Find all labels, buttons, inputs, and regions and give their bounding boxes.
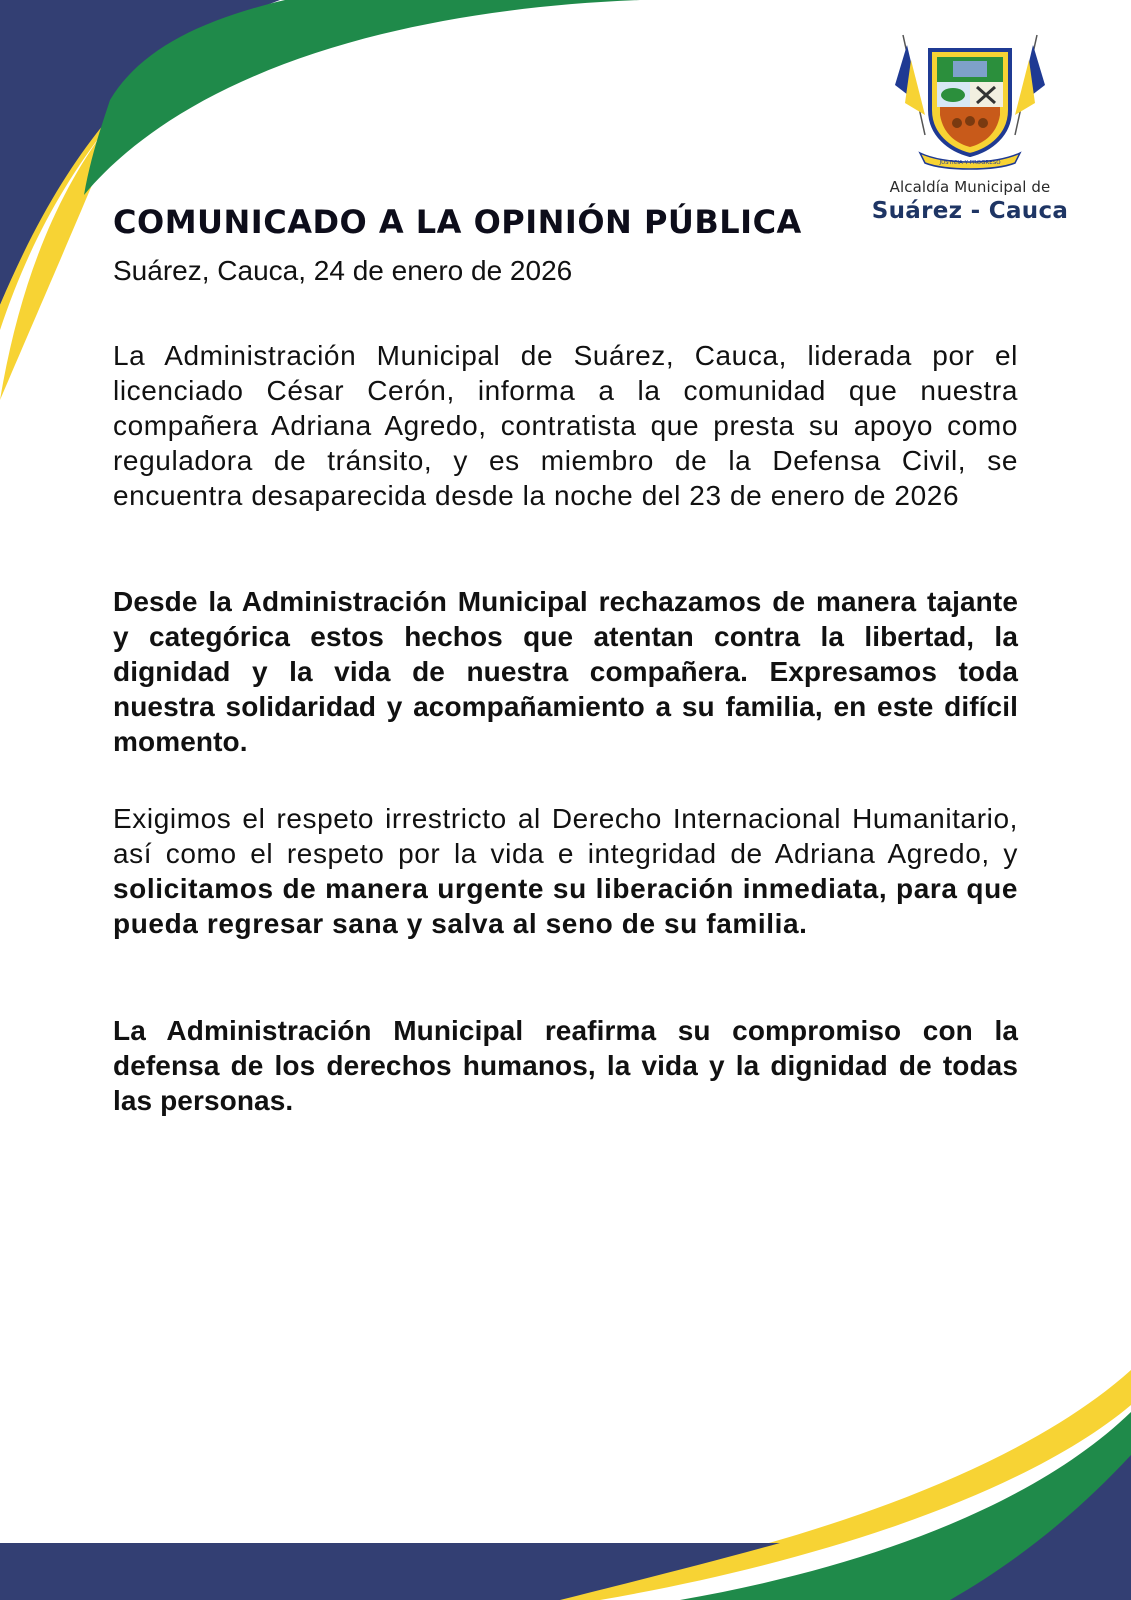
paragraph-3-normal-text: Exigimos el respeto irrestricto al Derecho Internacional Humanitario, así como el respeto por la vida e integridad de Adriana Agredo, y (113, 803, 1018, 869)
paragraph-2-bold: Desde la Administración Municipal rechazamos de manera tajante y categórica estos hechos que atentan contra la libertad, la dignidad y la vida de nuestra compañera. Expresamos toda nuestra solidaridad y acompañamiento a su familia, en este difícil momento. (113, 586, 1018, 757)
paragraph-3 (113, 801, 1018, 941)
municipal-logo (870, 15, 1070, 230)
dateline: Suárez, Cauca, 24 de enero de 2026 (113, 255, 573, 286)
paragraph-4-bold: La Administración Municipal reafirma su compromiso con la defensa de los derechos humanos, la vida y la dignidad de todas las personas. (113, 1015, 1018, 1116)
coat-of-arms-icon (885, 15, 1055, 175)
logo-caption-line1: Alcaldía Municipal de (889, 178, 1051, 196)
emblem-motto: JUSTICIA Y PROGRESO (939, 160, 1001, 166)
paragraph-3-bold-text: solicitamos de manera urgente su liberación inmediata, para que pueda regresar sana y salva al seno de su familia. (113, 873, 1018, 939)
page-title: COMUNICADO A LA OPINIÓN PÚBLICA (113, 203, 802, 241)
paragraph-1: La Administración Municipal de Suárez, Cauca, liderada por el licenciado César Cerón, informa a la comunidad que nuestra compañera Adriana Agredo, contratista que presta su apoyo como reguladora de tránsito, y es miembro de la Defensa Civil, se encuentra desaparecida desde la noche del 23 de enero de 2026 (113, 340, 1018, 511)
logo-caption-line2: Suárez - Cauca (871, 198, 1069, 224)
